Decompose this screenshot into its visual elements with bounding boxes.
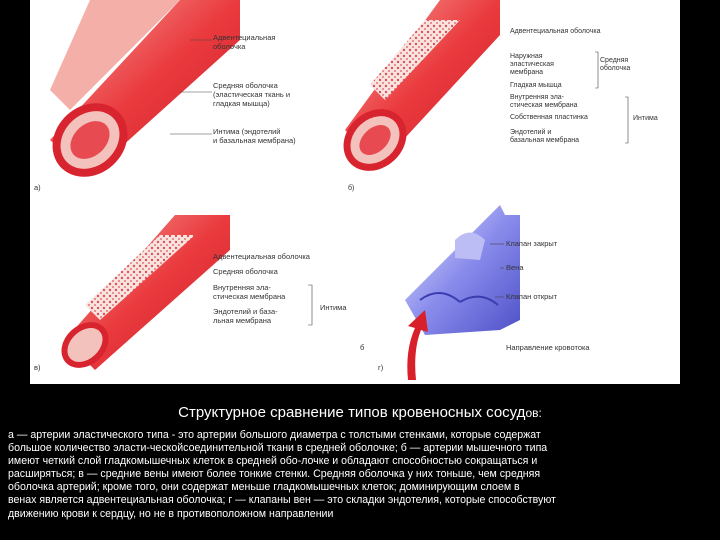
- panel-c-letter: в): [34, 363, 41, 372]
- panel-b-bracket-middle: Средняя: [600, 57, 629, 64]
- caption-line: расширяться; в — средние вены имеют более тонкие стенки. Средняя оболочка у них тоньше, чем средняя: [8, 468, 541, 481]
- artery-elastic-drawing: [38, 0, 240, 192]
- vein-valve-drawing: [405, 205, 520, 380]
- panel-a-letter: а): [34, 183, 41, 192]
- panel-b-label-adventitia: Адвентециальная оболочка: [510, 28, 601, 35]
- panel-d-label-valve-open: Клапан открыт: [506, 292, 558, 301]
- caption-line: а — артерии эластического типа - это артерии большого диаметра с толстыми стенками, которые содержат: [8, 429, 541, 441]
- panel-d-extra-letter: б: [360, 343, 365, 352]
- panel-d-label-flow: Направление кровотока: [506, 343, 590, 352]
- svg-text:стическая мембрана: стическая мембрана: [213, 292, 286, 301]
- svg-text:Наружная: Наружная: [510, 53, 543, 60]
- svg-text:льная мембрана: льная мембрана: [213, 316, 272, 325]
- caption-title-main: Структурное сравнение типов кровеносных сосуд: [178, 404, 526, 421]
- panel-b-bracket-intima: Интима: [633, 115, 658, 122]
- svg-text:Эндотелий и: Эндотелий и: [510, 129, 552, 136]
- panel-c-label-media: Средняя оболочка: [213, 267, 278, 276]
- caption-title-suffix: ов:: [525, 406, 542, 420]
- blood-flow-arrow-icon: [407, 310, 428, 380]
- svg-text:Эндотелий и база-: Эндотелий и база-: [213, 307, 278, 316]
- caption-title: [0, 404, 720, 421]
- svg-text:оболочка: оболочка: [600, 65, 631, 72]
- caption-body: [8, 429, 714, 521]
- panel-b-letter: б): [348, 185, 355, 192]
- panel-a-label-adventitia: Адвентециальная: [213, 33, 276, 42]
- svg-text:Внутренняя эла-: Внутренняя эла-: [213, 283, 271, 292]
- svg-text:базальная мембрана: базальная мембрана: [510, 137, 579, 144]
- svg-text:гладкая мышца): гладкая мышца): [213, 99, 270, 108]
- panel-c-bracket-intima: Интима: [320, 303, 347, 312]
- figure-panel: [30, 0, 680, 384]
- svg-text:эластическая: эластическая: [510, 61, 554, 68]
- svg-text:Внутренняя эла-: Внутренняя эла-: [510, 94, 565, 101]
- svg-text:стическая мембрана: стическая мембрана: [510, 102, 578, 109]
- caption-line: большое количество эласти-ческойсоединительной ткани в средней оболочке; б — артерии мышечного типа: [8, 442, 548, 455]
- caption-line: имеют четкий слой гладкомышечных клеток в средней обо-лочке и обладают способностью сокращаться и: [8, 455, 538, 468]
- svg-text:и базальная мембрана): и базальная мембрана): [213, 136, 296, 145]
- caption-line: движению крови к сердцу, но не в противоположном направлении: [8, 507, 334, 520]
- panel-b-label-muscle: Гладкая мышца: [510, 82, 562, 89]
- panel-a-label-intima: Интима (эндотелий: [213, 127, 281, 136]
- svg-text:оболочка: оболочка: [213, 42, 246, 51]
- caption-line: венах является адвентециальная оболочка; г — клапаны вен — это складки эндотелия, которые способствуют: [8, 494, 556, 507]
- artery-muscular-drawing: [331, 0, 500, 184]
- panel-c-label-adventitia: Адвентециальная оболочка: [213, 252, 310, 261]
- panel-d-letter: г): [378, 363, 384, 372]
- panel-d-label-vein: Вена: [506, 263, 524, 272]
- vein-medium-drawing: [52, 215, 230, 377]
- panel-d-label-valve-closed: Клапан закрыт: [506, 239, 558, 248]
- vessel-illustration: [30, 0, 680, 384]
- panel-b-label-lamina: Собственная пластинка: [510, 114, 588, 121]
- panel-a-label-media: Средняя оболочка: [213, 81, 278, 90]
- svg-text:мембрана: мембрана: [510, 69, 543, 76]
- caption-line: оболочка артерий; кроме того, они содержат меньше гладкомышечных клеток; доминирующим слоем в: [8, 481, 520, 494]
- svg-text:(эластическая ткань и: (эластическая ткань и: [213, 90, 291, 99]
